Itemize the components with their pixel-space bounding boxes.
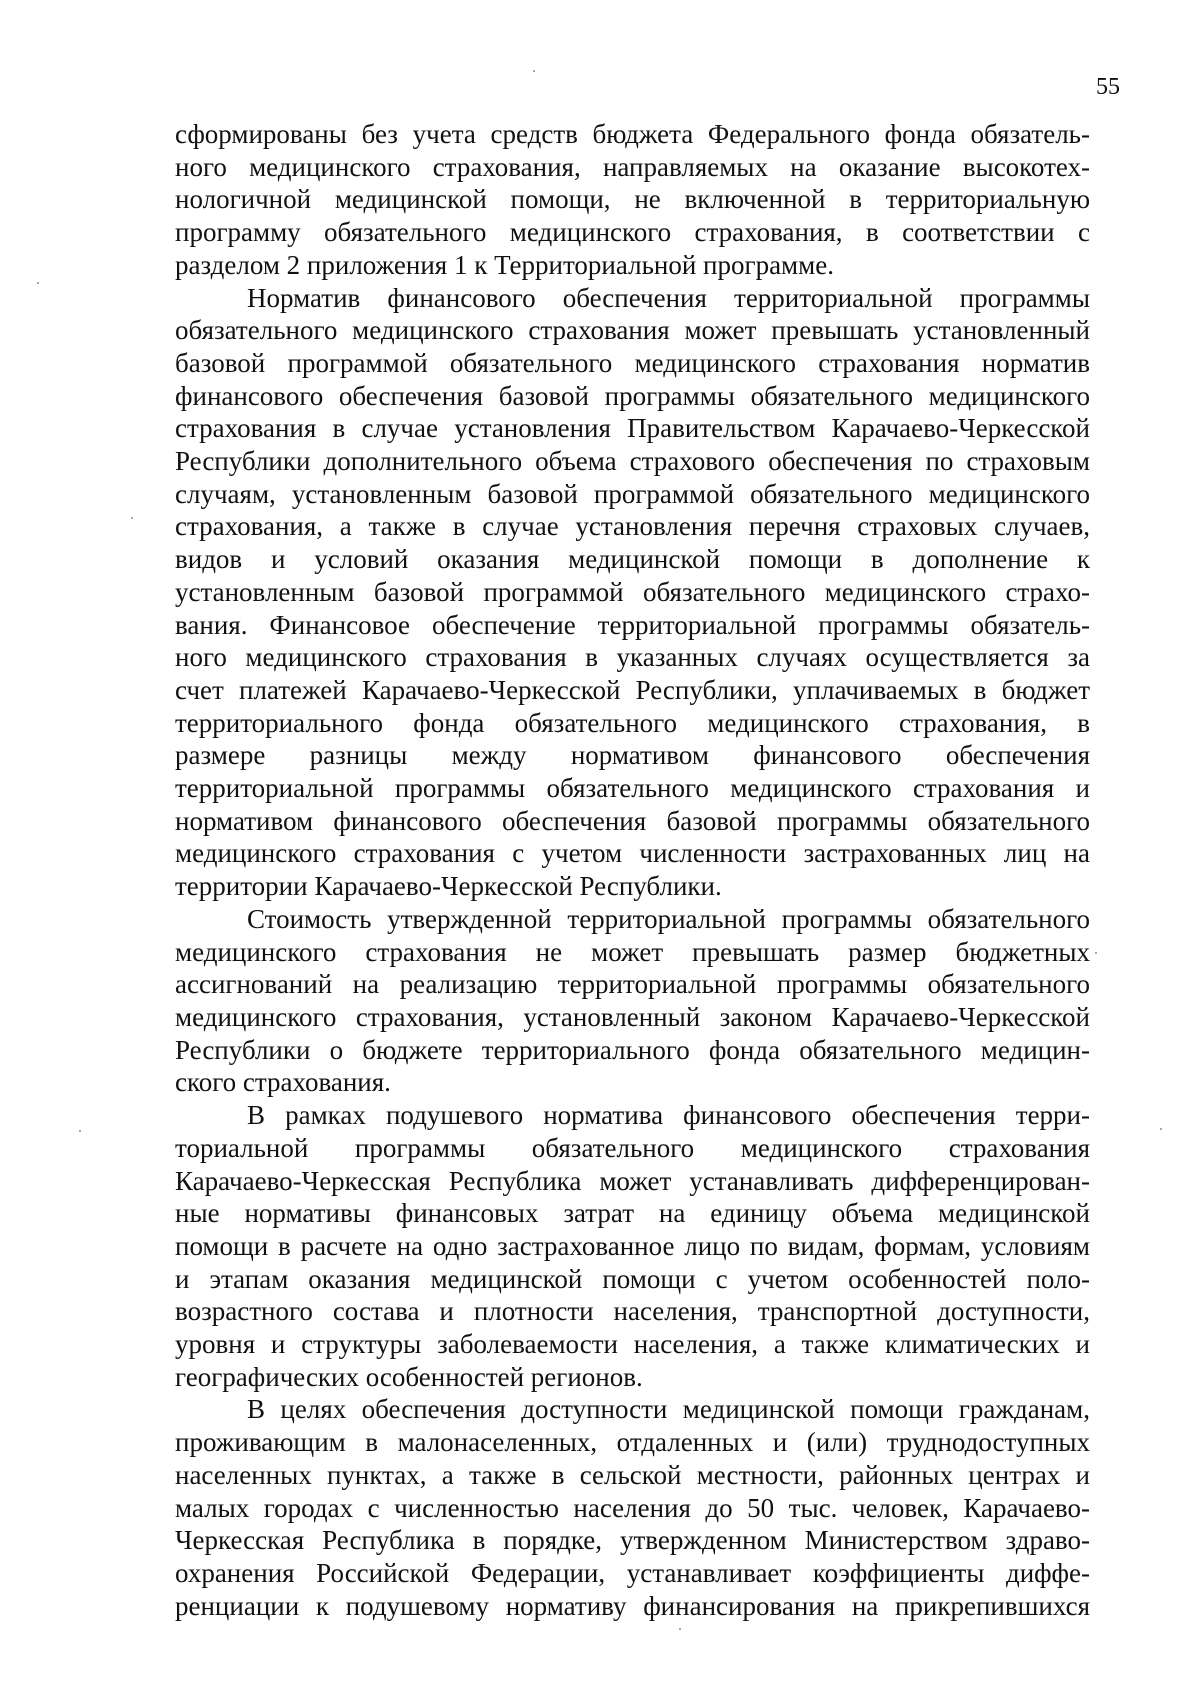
text-line: Черкесская Республика в порядке, утвержденном Министерством здраво- [175,1525,1090,1556]
text-line: сформированы без учета средств бюджета Федерального фонда обязатель- [175,119,1090,149]
text-line: ренциации к подушевому нормативу финансирования на прикрепившихся [175,1590,1090,1621]
text-line: и этапам оказания медицинской помощи с учетом особенностей поло- [175,1263,1090,1294]
text-line: В рамках подушевого норматива финансового обеспечения терри- [247,1100,1090,1131]
text-line: нормативом финансового обеспечения базовой программы обязательного [175,805,1090,836]
text-line: охранения Российской Федерации, устанавливает коэффициенты диффе- [175,1557,1090,1588]
text-line: Стоимость утвержденной территориальной программы обязательного [247,903,1090,934]
text-line: географических особенностей регионов. [175,1361,643,1392]
paragraph [175,1099,1090,1393]
scan-speck [131,517,133,519]
text-line: ного медицинского страхования в указанных случаях осуществляется за [175,642,1090,673]
scan-speck [1160,1128,1162,1130]
text-line: В целях обеспечения доступности медицинской помощи гражданам, [247,1394,1090,1425]
text-line: Республики дополнительного объема страхового обеспечения по страховым [175,446,1090,477]
text-line: медицинского страхования не может превышать размер бюджетных [175,936,1090,967]
text-line: Карачаево-Черкесская Республика может устанавливать дифференцирован- [175,1165,1090,1196]
text-line: обязательного медицинского страхования может превышать установленный [175,315,1090,346]
text-line: ториальной программы обязательного медицинского страхования [175,1132,1090,1163]
scan-speck [79,1130,81,1132]
text-line: размере разницы между нормативом финансового обеспечения [175,740,1090,771]
text-line: медицинского страхования, установленный законом Карачаево-Черкесской [175,1001,1090,1032]
text-line: населенных пунктах, а также в сельской местности, районных центрах и [175,1459,1090,1490]
scan-speck [37,282,39,284]
text-line: ского страхования. [175,1067,391,1098]
text-line: установленным базовой программой обязательного медицинского страхо- [175,576,1090,607]
text-line: видов и условий оказания медицинской помощи в дополнение к [175,544,1090,575]
text-line: территории Карачаево-Черкесской Республики. [175,871,722,902]
paragraph [175,282,1090,903]
text-line: территориальной программы обязательного медицинского страхования и [175,773,1090,804]
text-line: базовой программой обязательного медицинского страхования норматив [175,347,1090,378]
paragraph [175,903,1090,1099]
scan-speck [679,1628,681,1630]
text-line: помощи в расчете на одно застрахованное лицо по видам, формам, условиям [175,1230,1090,1261]
scan-speck [1095,952,1097,954]
text-line: программу обязательного медицинского страхования, в соответствии с [175,217,1090,248]
text-line: территориального фонда обязательного медицинского страхования, в [175,707,1090,738]
text-line: разделом 2 приложения 1 к Территориальной программе. [175,249,834,280]
text-line: ассигнований на реализацию территориальной программы обязательного [175,969,1090,1000]
text-line: страхования в случае установления Правительством Карачаево-Черкесской [175,413,1090,444]
page-number: 55 [1096,74,1120,100]
paragraph [175,1393,1090,1622]
text-line: случаям, установленным базовой программой обязательного медицинского [175,478,1090,509]
text-line: ного медицинского страхования, направляемых на оказание высокотех- [175,151,1090,182]
paragraph [175,118,1090,282]
text-line: ные нормативы финансовых затрат на единицу объема медицинской [175,1198,1090,1229]
text-line: Норматив финансового обеспечения территориальной программы [247,282,1090,313]
text-line: нологичной медицинской помощи, не включенной в территориальную [175,184,1090,215]
text-line: возрастного состава и плотности населения, транспортной доступности, [175,1296,1090,1327]
scan-speck [533,70,535,72]
text-line: страхования, а также в случае установления перечня страховых случаев, [175,511,1090,542]
text-line: Республики о бюджете территориального фонда обязательного медицин- [175,1034,1090,1065]
text-line: вания. Финансовое обеспечение территориальной программы обязатель- [175,609,1090,640]
text-line: малых городах с численностью населения до 50 тыс. человек, Карачаево- [175,1492,1090,1523]
text-line: финансового обеспечения базовой программы обязательного медицинского [175,380,1090,411]
text-line: уровня и структуры заболеваемости населения, а также климатических и [175,1329,1090,1360]
text-line: счет платежей Карачаево-Черкесской Республики, уплачиваемых в бюджет [175,674,1090,705]
text-line: медицинского страхования с учетом численности застрахованных лиц на [175,838,1090,869]
text-line: проживающим в малонаселенных, отдаленных и (или) труднодоступных [175,1427,1090,1458]
document-body [175,118,1090,1622]
